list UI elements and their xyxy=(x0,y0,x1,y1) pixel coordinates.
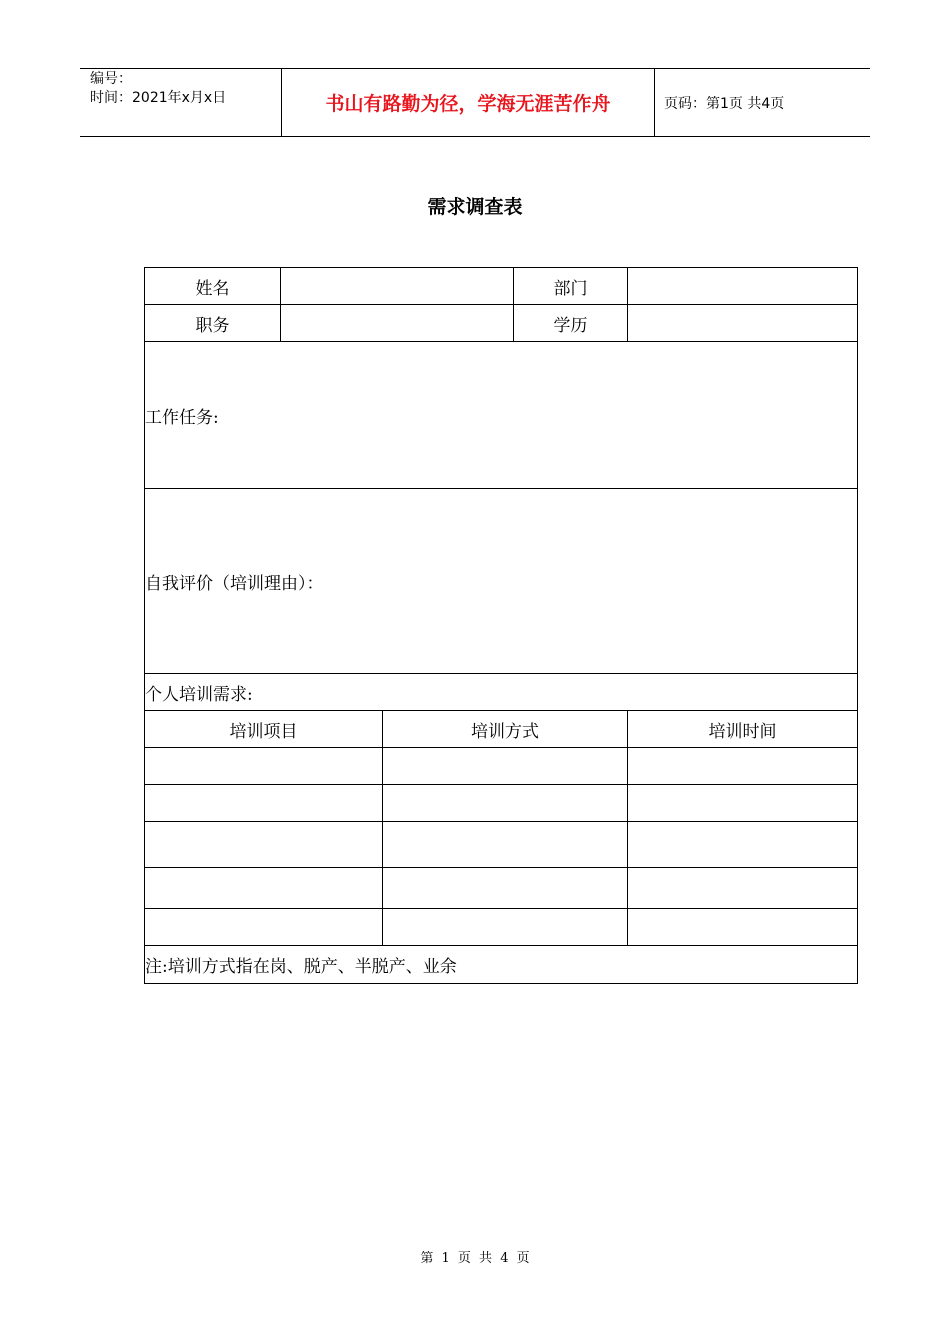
training-time-cell[interactable] xyxy=(628,785,858,822)
training-method-cell[interactable] xyxy=(383,822,628,868)
training-row xyxy=(145,748,858,785)
training-item-cell[interactable] xyxy=(145,822,383,868)
education-field[interactable] xyxy=(628,305,858,342)
page-footer: 第 1 页 共 4 页 xyxy=(420,1251,530,1266)
training-method-cell[interactable] xyxy=(383,785,628,822)
training-row xyxy=(145,822,858,868)
header-top-rule xyxy=(80,68,870,69)
position-label: 职务 xyxy=(145,305,281,342)
training-item-cell[interactable] xyxy=(145,868,383,909)
self-evaluation-label: 自我评价（培训理由）： xyxy=(145,573,324,594)
training-item-cell[interactable] xyxy=(145,748,383,785)
header-motto: 书山有路勤为径，学海无涯苦作舟 xyxy=(325,93,611,115)
training-row xyxy=(145,909,858,946)
department-label: 部门 xyxy=(514,268,628,305)
training-method-cell[interactable] xyxy=(383,868,628,909)
training-item-cell[interactable] xyxy=(145,909,383,946)
training-method-cell[interactable] xyxy=(383,909,628,946)
header-meta xyxy=(90,70,226,108)
document-number-label: 编号： xyxy=(90,71,132,87)
work-tasks-field[interactable] xyxy=(145,342,858,489)
work-tasks-row xyxy=(145,342,858,489)
header-divider-right xyxy=(654,69,655,136)
training-needs-label: 个人培训需求: xyxy=(145,674,858,711)
survey-form-table xyxy=(144,267,858,984)
training-needs-row xyxy=(145,674,858,711)
training-time-cell[interactable] xyxy=(628,909,858,946)
self-evaluation-row xyxy=(145,489,858,674)
training-time-cell[interactable] xyxy=(628,868,858,909)
training-time-cell[interactable] xyxy=(628,748,858,785)
training-header-row xyxy=(145,711,858,748)
training-method-header: 培训方式 xyxy=(383,711,628,748)
training-time-header: 培训时间 xyxy=(628,711,858,748)
training-row xyxy=(145,868,858,909)
department-field[interactable] xyxy=(628,268,858,305)
self-evaluation-field[interactable] xyxy=(145,489,858,674)
page-title: 需求调查表 xyxy=(427,196,523,218)
training-note: 注:培训方式指在岗、脱产、半脱产、业余 xyxy=(145,946,858,984)
name-label: 姓名 xyxy=(145,268,281,305)
header-page-info: 页码：第1页 共4页 xyxy=(664,96,785,112)
basic-info-row-1 xyxy=(145,268,858,305)
education-label: 学历 xyxy=(514,305,628,342)
work-tasks-label: 工作任务: xyxy=(145,407,219,428)
training-method-cell[interactable] xyxy=(383,748,628,785)
note-row xyxy=(145,946,858,984)
training-time-cell[interactable] xyxy=(628,822,858,868)
name-field[interactable] xyxy=(281,268,514,305)
basic-info-row-2 xyxy=(145,305,858,342)
training-item-cell[interactable] xyxy=(145,785,383,822)
document-date-label: 时间：2021年x月x日 xyxy=(90,90,227,106)
training-row xyxy=(145,785,858,822)
position-field[interactable] xyxy=(281,305,514,342)
training-item-header: 培训项目 xyxy=(145,711,383,748)
header-bottom-rule xyxy=(80,136,870,137)
